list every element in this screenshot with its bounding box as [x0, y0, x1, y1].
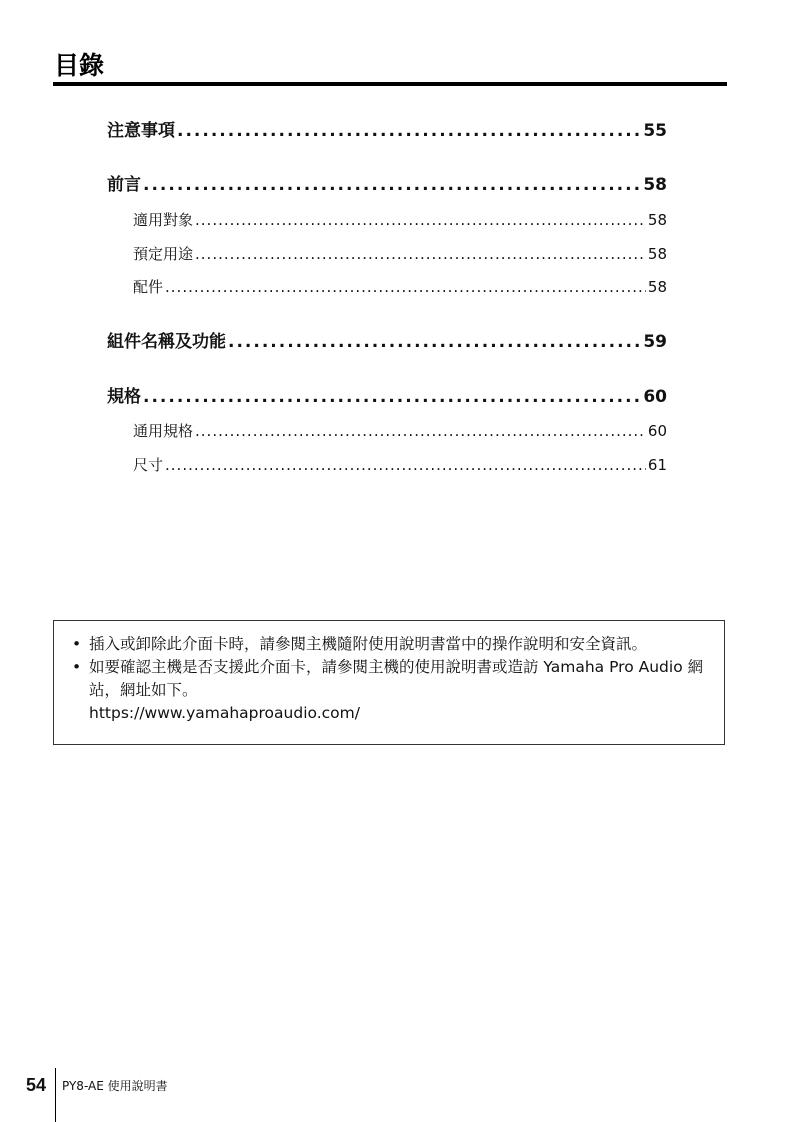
toc-entry-precautions[interactable] — [107, 118, 667, 144]
toc-page-number: 58 — [647, 245, 667, 263]
website-link[interactable]: https://www.yamahaproaudio.com/ — [89, 704, 360, 722]
toc-entry-specifications[interactable] — [107, 384, 667, 410]
notice-item — [72, 633, 712, 656]
toc-page-number: 58 — [643, 175, 667, 195]
notice-list — [72, 633, 712, 725]
toc-label: 規格 — [107, 387, 141, 407]
toc-entry-components[interactable] — [107, 329, 667, 355]
toc-leader-dots — [165, 454, 646, 476]
toc-label: 通用規格 — [133, 422, 194, 440]
footer-divider — [55, 1068, 56, 1122]
bullet: • — [72, 658, 82, 676]
toc-label: 尺寸 — [133, 456, 164, 474]
toc-label: 組件名稱及功能 — [107, 332, 226, 352]
toc-page-number: 55 — [643, 121, 667, 141]
toc-page-number: 61 — [647, 456, 667, 474]
toc-entry-general-specs[interactable] — [107, 420, 667, 442]
toc-leader-dots — [143, 384, 641, 410]
notice-box — [53, 620, 725, 745]
page-title: 目錄 — [54, 51, 105, 80]
toc-leader-dots — [195, 243, 646, 265]
toc-leader-dots — [195, 209, 646, 231]
toc-entry-introduction[interactable] — [107, 172, 667, 198]
notice-text: 插入或卸除此介面卡時，請參閱主機隨附使用說明書當中的操作說明和安全資訊。 — [89, 635, 648, 653]
toc-leader-dots — [165, 276, 646, 298]
toc-label: 注意事項 — [107, 121, 175, 141]
bullet: • — [72, 635, 82, 653]
notice-text: 如要確認主機是否支援此介面卡，請參閱主機的使用說明書或造訪 Yamaha Pro Audio 網站，網址如下。 — [89, 658, 704, 699]
toc-page-number: 60 — [647, 422, 667, 440]
toc-label: 預定用途 — [133, 245, 194, 263]
document-title: PY8-AE 使用說明書 — [62, 1079, 168, 1093]
toc-label: 適用對象 — [133, 211, 194, 229]
toc-page-number: 59 — [643, 332, 667, 352]
toc-entry-target-users[interactable] — [107, 209, 667, 231]
toc-page-number: 60 — [643, 387, 667, 407]
toc-label: 前言 — [107, 175, 141, 195]
toc-label: 配件 — [133, 278, 164, 296]
toc-leader-dots — [177, 118, 641, 144]
notice-item — [72, 656, 712, 725]
page-number: 54 — [26, 1075, 47, 1095]
toc-entry-dimensions[interactable] — [107, 454, 667, 476]
toc-leader-dots — [228, 329, 641, 355]
toc-entry-intended-use[interactable] — [107, 243, 667, 265]
toc-page-number: 58 — [647, 211, 667, 229]
toc-entry-accessories[interactable] — [107, 276, 667, 298]
toc-leader-dots — [195, 420, 646, 442]
toc-leader-dots — [143, 172, 641, 198]
title-rule — [53, 82, 727, 86]
toc-page-number: 58 — [647, 278, 667, 296]
